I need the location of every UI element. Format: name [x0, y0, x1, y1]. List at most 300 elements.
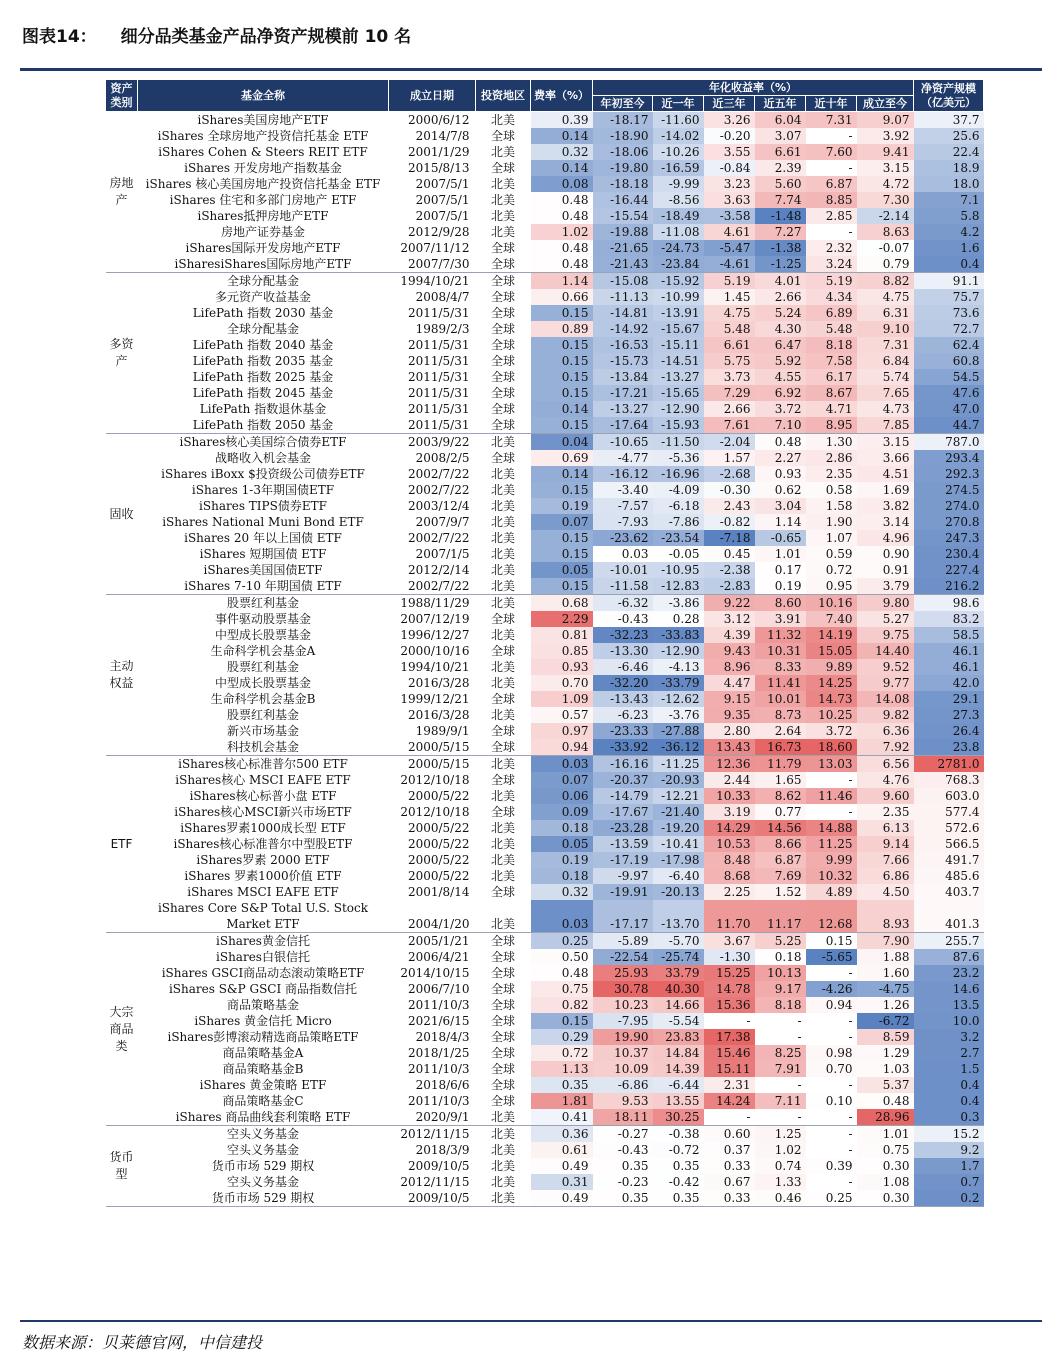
cell-1y: -10.41	[653, 836, 704, 852]
cell-aum: 14.6	[914, 981, 984, 997]
cell-3y: -2.04	[704, 434, 755, 451]
cell-inception: 0.30	[857, 1158, 914, 1174]
cell-ytd: -16.44	[593, 192, 653, 208]
cell-1y: -4.13	[653, 659, 704, 675]
table-row	[106, 1174, 984, 1190]
cell-fee: 0.69	[531, 450, 593, 466]
cell-name: iShares 全球房地产投资信托基金 ETF	[157, 129, 369, 143]
table-row	[106, 949, 984, 965]
cell-5y: 7.10	[755, 417, 806, 434]
cell-inception: 4.75	[857, 289, 914, 305]
cell-name: iShares罗素 2000 ETF	[196, 853, 330, 867]
cell-name: 商品策略基金B	[222, 1062, 304, 1076]
cell-10y: -	[848, 225, 853, 239]
cell-1y: -6.40	[653, 868, 704, 884]
cell-1y: -11.60	[653, 112, 704, 129]
cell-name: 空头义务基金	[226, 1175, 299, 1189]
cell-3y: -2.68	[704, 466, 755, 482]
cell-date: 2003/9/22	[389, 434, 476, 451]
cell-10y: 0.39	[806, 1158, 857, 1174]
cell-5y: 1.65	[755, 772, 806, 788]
cell-inception: 9.82	[857, 707, 914, 723]
cell-10y: -	[848, 1175, 853, 1189]
cell-region: 全球	[490, 612, 515, 626]
cell-10y: 5.48	[806, 321, 857, 337]
cell-name: iShares核心标普小盘 ETF	[189, 789, 337, 803]
cell-3y: -	[746, 1014, 751, 1028]
cell-ytd: -11.58	[593, 578, 653, 595]
cell-fee: 0.14	[531, 401, 593, 417]
cell-aum: 274.0	[914, 498, 984, 514]
header-aum: 净资产规模（亿美元）	[914, 80, 984, 112]
table-row	[106, 852, 984, 868]
cell-inception: 14.40	[857, 643, 914, 659]
cell-1y: 14.66	[653, 997, 704, 1013]
cell-date: 2000/5/22	[407, 869, 470, 883]
cell-region: 全球	[490, 338, 515, 352]
cell-date: 2008/2/5	[415, 451, 470, 465]
cell-ytd: -6.86	[593, 1077, 653, 1093]
cell-date: 2000/5/15	[389, 756, 476, 773]
cell-aum: 18.0	[914, 176, 984, 192]
cell-3y: 2.66	[704, 401, 755, 417]
cell-1y: -6.44	[653, 1077, 704, 1093]
cell-3y: 14.24	[704, 1093, 755, 1109]
cell-5y: 5.92	[755, 353, 806, 369]
cell-inception: 1.03	[857, 1061, 914, 1077]
cell-name: iShares 罗素1000价值 ETF	[184, 869, 342, 883]
cell-10y: 7.60	[806, 144, 857, 160]
cell-fee: 1.09	[531, 691, 593, 707]
header-name: 基金全称	[138, 80, 389, 112]
cell-region: 全球	[490, 354, 515, 368]
cell-10y: 0.94	[806, 997, 857, 1013]
cell-3y: 0.67	[704, 1174, 755, 1190]
cell-3y: 3.23	[704, 176, 755, 192]
cell-ytd: -0.43	[593, 611, 653, 627]
cell-name: LifePath 指数 2035 基金	[192, 354, 334, 368]
cell-ytd: -15.08	[593, 273, 653, 290]
cell-5y: -	[797, 1030, 802, 1044]
cell-aum: 2.7	[914, 1045, 984, 1061]
cell-ytd: 10.37	[593, 1045, 653, 1061]
table-row	[106, 128, 984, 144]
cell-fee: 0.05	[531, 562, 593, 578]
cell-name: iShares S&P GSCI 商品指数信托	[168, 982, 358, 996]
cell-region: 北美	[490, 177, 515, 191]
cell-1y: -12.62	[653, 691, 704, 707]
cell-name: iShares Core S&P Total U.S. Stock Market ETF	[157, 901, 369, 931]
cell-3y: -3.58	[704, 208, 755, 224]
cell-inception: 9.60	[857, 788, 914, 804]
cell-5y: 11.41	[755, 675, 806, 691]
cell-inception: 4.76	[857, 772, 914, 788]
cell-fee: 0.93	[531, 659, 593, 675]
header-10y: 近十年	[806, 96, 857, 112]
cell-aum: 401.3	[914, 900, 984, 933]
table-row	[106, 546, 984, 562]
cell-ytd: -18.18	[593, 176, 653, 192]
cell-ytd: -6.32	[593, 595, 653, 612]
cell-ytd: -7.95	[593, 1013, 653, 1029]
cell-inception: 5.74	[857, 369, 914, 385]
cell-inception: 5.37	[857, 1077, 914, 1093]
cell-name: 生命科学机会基金A	[210, 644, 316, 658]
cell-1y: -21.40	[653, 804, 704, 820]
cell-3y: 5.75	[704, 353, 755, 369]
cell-inception: 8.82	[857, 273, 914, 290]
cell-inception: 3.92	[857, 128, 914, 144]
cell-3y: 17.38	[704, 1029, 755, 1045]
cell-name: iShares核心标准普尔500 ETF	[138, 756, 389, 773]
cell-1y: 14.39	[653, 1061, 704, 1077]
table-row	[106, 1029, 984, 1045]
cell-region: 全球	[490, 257, 515, 271]
cell-name: iShares GSCI商品动态滚动策略ETF	[161, 966, 365, 980]
cell-ytd: -17.21	[593, 385, 653, 401]
cell-3y: 0.33	[704, 1190, 755, 1207]
table-row	[106, 176, 984, 192]
asset-category: 大宗商品类	[106, 933, 138, 1126]
header-3y: 近三年	[704, 96, 755, 112]
cell-1y: 40.30	[653, 981, 704, 997]
cell-10y: 10.16	[806, 595, 857, 612]
cell-10y: -	[806, 1126, 857, 1143]
cell-1y: -11.50	[653, 434, 704, 451]
cell-inception: 3.82	[857, 498, 914, 514]
cell-aum: 13.5	[914, 997, 984, 1013]
cell-1y: -16.59	[653, 160, 704, 176]
cell-3y: 1.45	[704, 289, 755, 305]
table-row	[106, 1061, 984, 1077]
table-row	[106, 659, 984, 675]
cell-ytd: -21.43	[593, 256, 653, 273]
table-row	[106, 401, 984, 417]
cell-fee: 0.15	[531, 578, 593, 595]
cell-aum: 247.3	[914, 530, 984, 546]
cell-region: 全球	[490, 966, 515, 980]
cell-3y: -7.18	[704, 530, 755, 546]
cell-10y: 14.73	[806, 691, 857, 707]
cell-name: LifePath 指数 2040 基金	[192, 338, 334, 352]
cell-region: 全球	[490, 950, 515, 964]
cell-aum: 22.4	[914, 144, 984, 160]
table-row	[106, 192, 984, 208]
table-row	[106, 369, 984, 385]
cell-aum: 274.5	[914, 482, 984, 498]
cell-inception: 3.15	[857, 160, 914, 176]
cell-name: iShares 开发房地产指数基金	[184, 161, 342, 175]
cell-5y: 0.46	[755, 1190, 806, 1207]
cell-5y: 6.61	[755, 144, 806, 160]
cell-name: iShares 住宅和多部门房地产 ETF	[169, 193, 357, 207]
cell-1y: -11.08	[653, 224, 704, 240]
cell-region: 北美	[490, 1159, 515, 1173]
cell-3y: 6.61	[704, 337, 755, 353]
cell-inception: 6.84	[857, 353, 914, 369]
cell-1y: -12.83	[653, 578, 704, 595]
cell-inception: 7.65	[857, 385, 914, 401]
cell-aum: 72.7	[914, 321, 984, 337]
cell-3y: -0.20	[704, 128, 755, 144]
cell-10y: 6.87	[806, 176, 857, 192]
cell-fee: 0.32	[531, 144, 593, 160]
fund-table	[105, 79, 984, 1207]
cell-5y: 10.13	[755, 965, 806, 981]
table-row	[106, 1077, 984, 1093]
cell-ytd: -3.40	[593, 482, 653, 498]
cell-10y: 7.58	[806, 353, 857, 369]
cell-aum: 27.3	[914, 707, 984, 723]
cell-name: 全球分配基金	[138, 273, 389, 290]
cell-date: 2011/5/31	[407, 370, 470, 384]
cell-date: 2006/7/10	[407, 982, 470, 996]
cell-ytd: -19.88	[593, 224, 653, 240]
cell-ytd: -0.43	[593, 1142, 653, 1158]
cell-10y: 3.72	[806, 723, 857, 739]
cell-5y: 7.91	[755, 1061, 806, 1077]
cell-3y: 4.39	[704, 627, 755, 643]
cell-date: 2000/6/12	[389, 112, 476, 129]
cell-region: 全球	[490, 692, 515, 706]
cell-fee: 0.18	[531, 868, 593, 884]
cell-inception: 4.72	[857, 176, 914, 192]
cell-name: 新兴市场基金	[226, 724, 299, 738]
cell-region: 北美	[490, 869, 515, 883]
cell-date: 2000/5/22	[407, 821, 470, 835]
cell-fee: 0.04	[531, 434, 593, 451]
cell-ytd: -13.84	[593, 369, 653, 385]
cell-ytd: -4.77	[593, 450, 653, 466]
table-row	[106, 900, 984, 933]
cell-aum: 54.5	[914, 369, 984, 385]
table-row	[106, 707, 984, 723]
cell-5y: 3.04	[755, 498, 806, 514]
cell-1y: -5.54	[653, 1013, 704, 1029]
cell-fee: 0.07	[531, 514, 593, 530]
cell-date: 2006/4/21	[407, 950, 470, 964]
cell-1y: 13.55	[653, 1093, 704, 1109]
cell-10y: -	[848, 1014, 853, 1028]
cell-5y: 1.14	[755, 514, 806, 530]
cell-10y: 6.89	[806, 305, 857, 321]
cell-5y: 0.18	[755, 949, 806, 965]
cell-aum: 62.4	[914, 337, 984, 353]
cell-aum: 5.8	[914, 208, 984, 224]
cell-ytd: -14.79	[593, 788, 653, 804]
cell-3y: 10.53	[704, 836, 755, 852]
cell-fee: 0.03	[531, 756, 593, 773]
cell-fee: 0.14	[531, 128, 593, 144]
cell-aum: 83.2	[914, 611, 984, 627]
table-row	[106, 981, 984, 997]
cell-1y: -0.72	[653, 1142, 704, 1158]
cell-name: 战略收入机会基金	[214, 451, 311, 465]
cell-name: 货币市场 529 期权	[211, 1159, 315, 1173]
cell-inception: 5.27	[857, 611, 914, 627]
cell-1y: -7.86	[653, 514, 704, 530]
cell-3y: 3.12	[704, 611, 755, 627]
cell-date: 2016/3/28	[407, 708, 470, 722]
cell-region: 北美	[490, 547, 515, 561]
cell-fee: 0.48	[531, 240, 593, 256]
cell-3y: 9.22	[704, 595, 755, 612]
cell-aum: 270.8	[914, 514, 984, 530]
cell-fee: 0.15	[531, 385, 593, 401]
cell-region: 北美	[490, 821, 515, 835]
cell-name: 生命科学机会基金B	[210, 692, 316, 706]
cell-inception: 3.79	[857, 578, 914, 595]
cell-fee: 0.19	[531, 498, 593, 514]
cell-3y: 0.37	[704, 1142, 755, 1158]
cell-fee: 0.48	[531, 208, 593, 224]
cell-5y: -	[797, 1078, 802, 1092]
cell-date: 2021/6/15	[407, 1014, 470, 1028]
cell-3y: -0.84	[704, 160, 755, 176]
cell-aum: 29.1	[914, 691, 984, 707]
cell-name: iShares 黄金信托 Micro	[194, 1014, 332, 1028]
cell-5y: 0.62	[755, 482, 806, 498]
cell-aum: 91.1	[914, 273, 984, 290]
cell-date: 2012/10/18	[400, 805, 470, 819]
cell-5y: -0.65	[755, 530, 806, 546]
cell-region: 全球	[490, 1046, 515, 1060]
cell-3y: 8.48	[704, 852, 755, 868]
cell-1y: -19.20	[653, 820, 704, 836]
cell-5y: 7.27	[755, 224, 806, 240]
cell-date: 2009/10/5	[407, 1159, 470, 1173]
cell-aum: 9.2	[914, 1142, 984, 1158]
cell-1y: -8.56	[653, 192, 704, 208]
cell-name: 多元资产收益基金	[214, 290, 311, 304]
cell-aum: 293.4	[914, 450, 984, 466]
cell-fee: 0.72	[531, 1045, 593, 1061]
cell-date: 2018/4/3	[415, 1030, 470, 1044]
table-row	[106, 305, 984, 321]
cell-3y: 0.33	[704, 1158, 755, 1174]
cell-date: 2012/9/28	[407, 225, 470, 239]
cell-fee: 0.06	[531, 788, 593, 804]
cell-5y: 6.04	[755, 112, 806, 129]
figure-caption: 细分品类基金产品净资产规模前 10 名	[120, 27, 412, 47]
cell-name: 商品策略基金A	[222, 1046, 304, 1060]
cell-5y: 5.25	[755, 933, 806, 950]
table-row	[106, 884, 984, 900]
cell-5y: 4.55	[755, 369, 806, 385]
cell-name: LifePath 指数 2050 基金	[192, 418, 334, 432]
asset-category: 房地产	[106, 112, 138, 273]
cell-region: 全球	[490, 290, 515, 304]
cell-date: 2018/1/25	[407, 1046, 470, 1060]
cell-name: 科技机会基金	[226, 740, 299, 754]
cell-10y: 12.68	[806, 900, 857, 933]
cell-1y: -10.26	[653, 144, 704, 160]
cell-10y: 3.24	[806, 256, 857, 273]
table-row	[106, 417, 984, 434]
table-row	[106, 1190, 984, 1207]
cell-inception: 9.75	[857, 627, 914, 643]
table-row	[106, 273, 984, 290]
cell-name: 商品策略基金C	[222, 1094, 304, 1108]
cell-fee: 2.29	[531, 611, 593, 627]
cell-date: 2009/10/5	[389, 1190, 476, 1207]
cell-name: iShares国际开发房地产ETF	[185, 241, 341, 255]
table-row	[106, 450, 984, 466]
cell-fee: 0.15	[531, 1013, 593, 1029]
cell-name: 中型成长股票基金	[214, 676, 311, 690]
cell-1y: -13.70	[653, 900, 704, 933]
cell-name: LifePath 指数退休基金	[199, 402, 327, 416]
cell-ytd: -23.62	[593, 530, 653, 546]
cell-region: 北美	[490, 676, 515, 690]
cell-3y: 15.11	[704, 1061, 755, 1077]
table-row	[106, 1093, 984, 1109]
cell-fee: 0.08	[531, 176, 593, 192]
cell-ytd: 10.09	[593, 1061, 653, 1077]
cell-10y: 1.90	[806, 514, 857, 530]
cell-5y: 0.48	[755, 434, 806, 451]
cell-ytd: -6.46	[593, 659, 653, 675]
cell-1y: -9.99	[653, 176, 704, 192]
cell-fee: 1.81	[531, 1093, 593, 1109]
cell-aum: 230.4	[914, 546, 984, 562]
cell-ytd: -17.64	[593, 417, 653, 434]
cell-5y: 3.72	[755, 401, 806, 417]
cell-ytd: -16.12	[593, 466, 653, 482]
header-ytd: 年初至今	[593, 96, 653, 112]
cell-10y: 1.07	[806, 530, 857, 546]
cell-inception: 1.69	[857, 482, 914, 498]
cell-date: 2012/2/14	[407, 563, 470, 577]
cell-5y: 11.32	[755, 627, 806, 643]
asset-category: 货币型	[106, 1126, 138, 1207]
cell-date: 2011/10/3	[407, 1062, 470, 1076]
cell-region: 全球	[476, 933, 531, 950]
cell-10y: 8.95	[806, 417, 857, 434]
cell-inception: 3.15	[857, 434, 914, 451]
cell-3y: 2.44	[704, 772, 755, 788]
cell-10y: -	[848, 773, 853, 787]
cell-aum: 0.4	[914, 256, 984, 273]
cell-region: 全球	[490, 322, 515, 336]
cell-10y: 10.32	[806, 868, 857, 884]
cell-region: 全球	[490, 998, 515, 1012]
cell-fee: 0.15	[531, 353, 593, 369]
cell-1y: -12.90	[653, 401, 704, 417]
data-source: 数据来源：贝莱德官网，中信建投	[22, 1333, 263, 1352]
cell-region: 北美	[490, 193, 515, 207]
cell-1y: -12.21	[653, 788, 704, 804]
cell-1y: -15.11	[653, 337, 704, 353]
table-row	[106, 739, 984, 756]
cell-aum: 10.0	[914, 1013, 984, 1029]
cell-aum: 0.7	[914, 1174, 984, 1190]
cell-date: 2003/12/4	[407, 499, 470, 513]
cell-10y: 11.25	[806, 836, 857, 852]
cell-aum: 2781.0	[914, 756, 984, 773]
cell-ytd: -6.23	[593, 707, 653, 723]
cell-name: 事件驱动股票基金	[214, 612, 311, 626]
table-row	[106, 804, 984, 820]
cell-10y: 14.25	[806, 675, 857, 691]
cell-aum: 60.8	[914, 353, 984, 369]
table-row	[106, 530, 984, 546]
cell-ytd: -23.33	[593, 723, 653, 739]
cell-region: 北美	[490, 789, 515, 803]
cell-3y: 3.73	[704, 369, 755, 385]
cell-fee: 0.48	[531, 965, 593, 981]
asset-category: 固收	[106, 434, 138, 595]
